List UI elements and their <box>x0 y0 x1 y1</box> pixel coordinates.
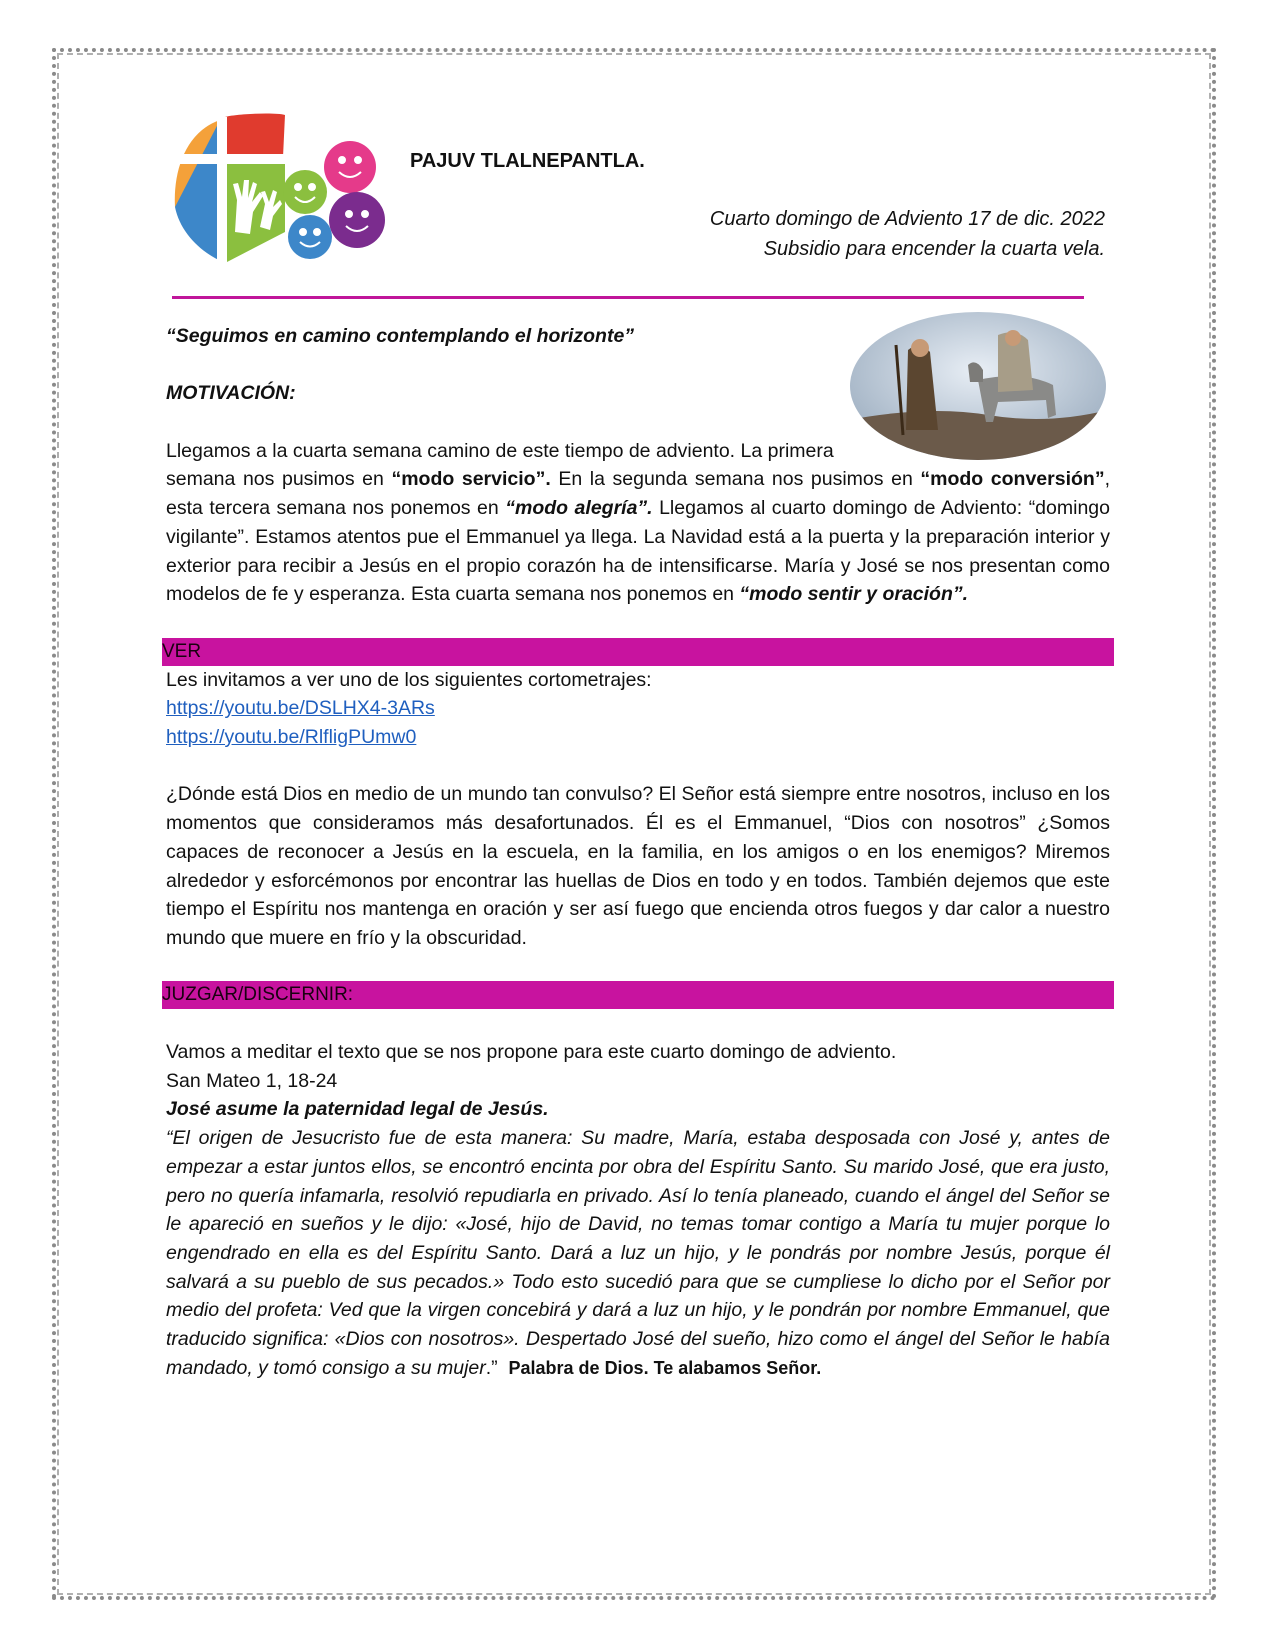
gospel-paragraph <box>166 1124 1110 1382</box>
org-name: PAJUV TLALNEPANTLA. <box>410 150 645 172</box>
ver-heading: VER <box>162 638 1114 666</box>
modo-servicio: “modo servicio”. <box>391 468 551 491</box>
video-link-2[interactable]: https://youtu.be/RlfligPUmw0 <box>166 726 417 749</box>
motivation-paragraph <box>166 437 1110 609</box>
subtitle <box>710 204 1105 264</box>
gospel-text: “El origen de Jesucristo fue de esta manera: Su madre, María, estaba desposada con José y, antes de empezar a estar juntos ellos, se encontró encinta por obra del Espíritu Santo. Su marido José, que era justo, pero no quería infamarla, resolvió repudiarla en privado. Así lo tenía planeado, cuando el ángel del Señor se le apareció en sueños y le dijo: «José, hijo de David, no temas tomar contigo a María tu mujer porque lo engendrado en ella es del Espíritu Santo. Dará a luz un hijo, y le pondrás por nombre Jesús, porque él salvará a su pueblo de sus pecados.» Todo esto sucedió para que se cumpliese lo dicho por el Señor por medio del profeta: Ved que la virgen concebirá y dará a luz un hijo, y le pondrán por nombre Emmanuel, que traducido significa: «Dios con nosotros». Despertado José del sueño, hizo como el ángel del Señor le había mandado, y tomó consigo a su mujer <box>166 1127 1110 1379</box>
video-link-1[interactable]: https://youtu.be/DSLHX4-3ARs <box>166 697 435 720</box>
document-body <box>162 322 1110 1383</box>
modo-sentir-oracion: “modo sentir y oración”. <box>739 583 969 606</box>
juzgar-heading: JUZGAR/DISCERNIR: <box>162 981 1114 1009</box>
header-rule <box>172 296 1084 299</box>
motivation-text-a: Llegamos a la cuarta semana camino de este tiempo de adviento. La primera <box>166 439 834 462</box>
gospel-end: .” <box>485 1356 509 1379</box>
ver-invite: Les invitamos a ver uno de los siguientes cortometrajes: <box>166 668 652 691</box>
modo-alegria: “modo alegría”. <box>505 497 653 520</box>
juzgar-intro: Vamos a meditar el texto que se nos propone para este cuarto domingo de adviento. <box>166 1041 897 1064</box>
motivation-text-d: , esta tercera semana nos ponemos en <box>166 468 1110 520</box>
motivation-heading: MOTIVACIÓN: <box>166 382 296 405</box>
motivation-text-c: En la segunda semana nos pusimos en <box>550 468 921 491</box>
subtitle-line-2: Subsidio para encender la cuarta vela. <box>763 238 1105 260</box>
quote-title: “Seguimos en camino contemplando el horizonte” <box>166 325 635 347</box>
closing-acclamation: Palabra de Dios. Te alabamos Señor. <box>508 1357 822 1378</box>
motivation-text-e: Llegamos al cuarto domingo de Adviento: “domingo vigilante”. Estamos atentos pue el Emmanuel ya llega. La Navidad está a la puerta y la preparación interior y exterior para recibir a Jesús en el propio corazón ha de intensificarse. María y José se nos presentan como modelos de fe y esperanza. Esta cuarta semana nos ponemos en <box>166 497 1110 606</box>
motivation-text-b: semana nos pusimos en <box>166 468 392 491</box>
gospel-reference: San Mateo 1, 18-24 <box>166 1069 338 1092</box>
ver-paragraph: ¿Dónde está Dios en medio de un mundo tan convulso? El Señor está siempre entre nosotros, incluso en los momentos que consideramos más desafortunados. Él es el Emmanuel, “Dios con nosotros” ¿Somos capaces de reconocer a Jesús en la escuela, en la familia, en los amigos o en los enemigos? Miremos alrededor y esforcémonos por encontrar las huellas de Dios en todo y en todos. También dejemos que este tiempo el Espíritu nos mantenga en oración y ser así fuego que encienda otros fuegos y dar calor a nuestro mundo que muere en frío y la obscuridad. <box>166 783 1110 949</box>
modo-conversion: “modo conversión” <box>920 468 1105 491</box>
gospel-title: José asume la paternidad legal de Jesús. <box>166 1098 549 1121</box>
pajuv-logo <box>165 112 390 267</box>
subtitle-line-1: Cuarto domingo de Adviento 17 de dic. 2022 <box>709 208 1105 230</box>
